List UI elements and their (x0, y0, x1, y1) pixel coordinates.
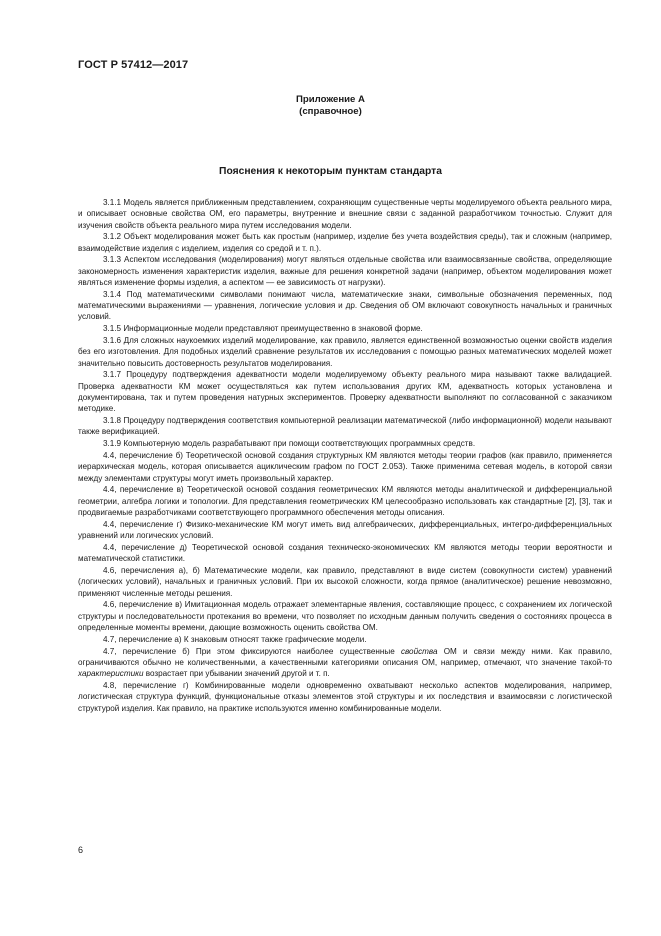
paragraph-3-1-7: 3.1.7 Процедуру подтверждения адекватности модели моделируемому объекту реального мира называют также валидацией. Проверка адекватности КМ может осуществляться как путем использования других КМ, адекватность которых установлена и документирована, так и путем проведения натурных экспериментов. Проверку адекватности выполняют по согласованной с заказчиком методике. (78, 370, 612, 414)
paragraph-3-1-8: 3.1.8 Процедуру подтверждения соответствия компьютерной реализации математической (либо информационной) модели называют также верификацией. (78, 416, 612, 437)
section-title: Пояснения к некоторым пунктам стандарта (219, 166, 442, 177)
paragraph-4-6-ab: 4.6, перечисления а), б) Математические модели, как правило, представляют в виде систем (совокупности систем) уравнений (логических условий), начальных и граничных условий. При их высокой сложности, когда прямое (аналитическое) решение невозможно, применяют численные методы решения. (78, 566, 612, 598)
paragraph-3-1-9: 3.1.9 Компьютерную модель разрабатывают при помощи соответствующих программных средств. (103, 439, 476, 449)
paragraph-4-4-d: 4.4, перечисление д) Теоретической основой создания техническо-экономических КМ являются методы теории вероятности и математической статистики. (78, 542, 612, 564)
appendix-title: Приложение А (296, 94, 365, 105)
body-text (78, 197, 612, 714)
paragraph-4-7-b-text-1: 4.7, перечисление б) При этом фиксируются наиболее существенные (103, 646, 395, 656)
paragraph-4-7-b-italic-1: свойства (400, 646, 438, 656)
paragraph-3-1-5: 3.1.5 Информационные модели представляют преимущественно в знаковой форме. (103, 324, 423, 334)
paragraph-4-4-b: 4.4, перечисление б) Теоретической основой создания структурных КМ являются методы теории графов (как правило, применяется иерархическая модель, которая описывается ациклическим графом по ГОСТ 2.053). Также применима сетевая модель, в которой связи между элементами структуры могут иметь произвольный характер. (78, 451, 612, 483)
paragraph-4-7-a: 4.7, перечисление а) К знаковым относят также графические модели. (103, 634, 367, 644)
paragraph-4-7-b (78, 646, 612, 680)
paragraph-4-7-b-text-3: возрастает при убывании значений другой и т. п. (145, 669, 330, 679)
paragraph-3-1-4: 3.1.4 Под математическими символами понимают числа, математические знаки, символьные обозначения переменных, под математическими выражениями — уравнения, логические условия и др. Сведения об ОМ включают совокупность начальных и граничных условий. (78, 289, 612, 322)
standard-header: ГОСТ Р 57412—2017 (78, 59, 189, 71)
paragraph-3-1-3: 3.1.3 Аспектом исследования (моделирования) могут являться отдельные свойства или взаимосвязанные свойства, определяющие закономерность изменения характеристик изделия, важные для решения конкретной задачи (например, объектом моделирования может являться изменение формы изделия, а аспектом — ее зависимость от нагрузки). (78, 255, 612, 288)
paragraph-4-8-g: 4.8, перечисление г) Комбинированные модели одновременно охватывают несколько аспектов моделирования, например, логистическая структура функций, функциональные отказы элементов этой структуры и их последствия и взаимосвязи с логистической структурой изделия. Как правило, на практике используются именно комбинированные модели. (78, 680, 612, 713)
paragraph-4-4-v: 4.4, перечисление в) Теоретической основой создания геометрических КМ являются методы аналитической и дифференциальной геометрии, алгебра логики и топологии. Для представления геометрических КМ целесообразно использовать как стандартные [2], [3], так и продвигаемые разработчиками соответствующего программного обеспечения методы описания. (78, 485, 612, 518)
paragraph-4-7-b-italic-2: характеристики (78, 669, 144, 679)
page-number: 6 (78, 845, 84, 855)
paragraph-3-1-2: 3.1.2 Объект моделирования может быть как простым (например, изделие без учета воздействия среды), так и сложным (например, взаимодействие изделия с изделием, изделия со средой и т. п.). (78, 232, 612, 253)
paragraph-4-6-v: 4.6, перечисление в) Имитационная модель отражает элементарные явления, составляющие процесс, с сохранением их логической структуры и последовательности протекания во времени, что позволяет по исходным данным получить сведения о состояниях процесса в определенные моменты времени, дающие возможность оценить свойства ОМ. (78, 600, 612, 632)
appendix-subtitle: (справочное) (299, 106, 362, 117)
paragraph-3-1-6: 3.1.6 Для сложных наукоемких изделий моделирование, как правило, является единственной возможностью оценки свойств изделия без его изготовления. Для подобных изделий сравнение результатов их исследования с помощью разных математических моделей может значительно повысить достоверность результатов моделирования. (78, 336, 612, 368)
paragraph-4-4-g: 4.4, перечисление г) Физико-механические КМ могут иметь вид алгебраических, дифференциальных, интегро-дифференциальных уравнений или логических условий. (78, 519, 612, 541)
paragraph-4-7-b-text-2: ОМ и связи между ними. Как правило, ограничиваются обычно не количественными, а качественными категориями описания ОМ, например, отмечают, что значение такой-то (78, 646, 612, 667)
paragraph-3-1-1: 3.1.1 Модель является приближенным представлением, сохраняющим существенные черты моделируемого объекта реального мира, и описывает основные свойства ОМ, его параметры, внутренние и внешние связи с заданной разработчиком точностью. Служит для изучения свойств объекта реального мира путем исследования модели. (78, 198, 612, 230)
appendix-heading (0, 94, 661, 118)
